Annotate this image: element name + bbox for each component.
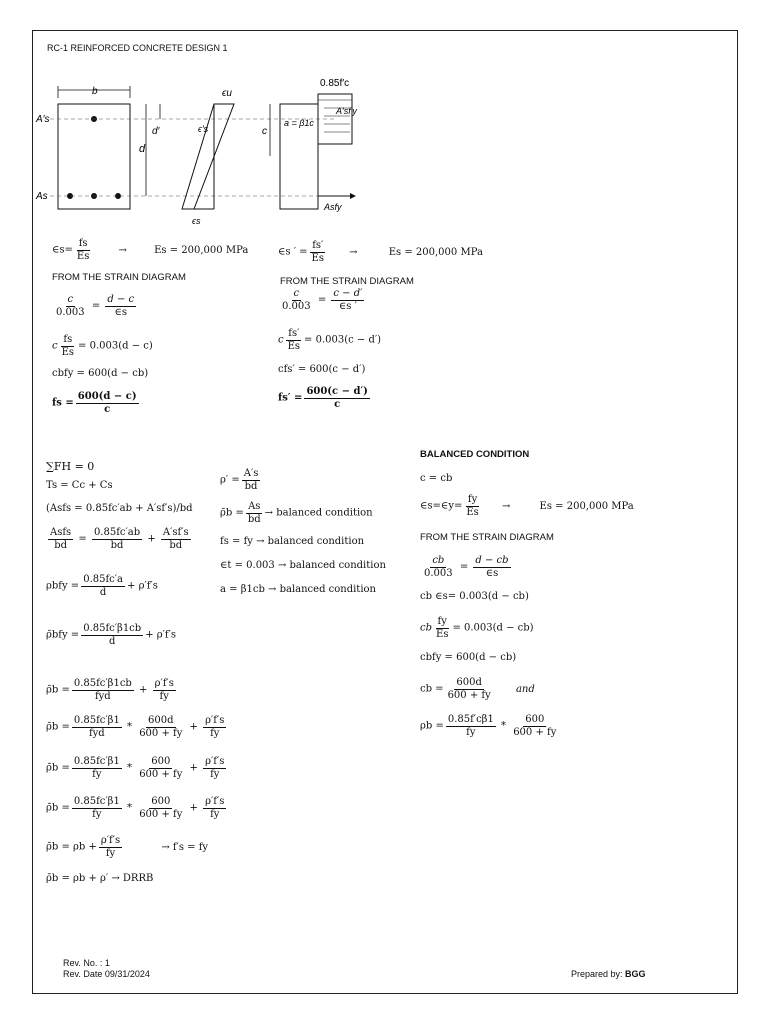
right-eq-fs: fs′ = $\frac{600(c - d')}{c}$ [278, 386, 368, 410]
label-force-top: A′sf′y [336, 106, 357, 116]
mid-eq-5: a = β1cb → balanced condition [220, 584, 376, 595]
sum-eq-8: ρ̄b = $\frac{0.85fc'\beta 1}{\text{fyd}}$ * $\frac{600d}{600 + fy}$ + $\frac{\rho'f's}{fy}$ [46, 715, 225, 739]
sum-eq-11: ρ̄b = ρb + $\frac{\rho'f's}{fy}$ → f′s = fy [46, 835, 209, 859]
left-eq-strain: ∈s= $\frac{fs}{Es}$ → Es = 200,000 MPa [52, 238, 249, 262]
page-title: RC-1 REINFORCED CONCRETE DESIGN 1 [47, 43, 228, 53]
label-d: d [139, 143, 146, 155]
mid-eq-1: ρ′ = $\frac{A's}{bd}$ [220, 468, 259, 492]
balanced-eq-6: cbfy = 600(d − cb) [420, 652, 517, 663]
label-a-beta: a = β1c [284, 118, 314, 128]
rev-date: Rev. Date 09/31/2024 [63, 969, 150, 979]
mid-eq-2: ρ̄b = $\frac{As}{bd}$ → balanced condition [220, 501, 373, 525]
sum-eq-1: ∑FH = 0 [46, 460, 95, 473]
sum-eq-3: (Asfs = 0.85fc′ab + A′sf′s)/bd [46, 503, 193, 514]
label-c: c [262, 126, 267, 137]
sum-eq-2: Ts = Cc + Cs [46, 480, 113, 491]
balanced-eq-1: c = cb [420, 473, 453, 484]
right-eq-3: c $\frac{fs'}{Es}$ = 0.003(c − d′) [278, 328, 382, 352]
rev-no: Rev. No. : 1 [63, 958, 110, 968]
sum-eq-4: $\frac{\text{Asfs}}{bd}$ = $\frac{0.85fc'ab}{bd}$ + $\frac{A'sf's}{bd}$ [50, 527, 189, 551]
left-eq-4: cbfy = 600(d − cb) [52, 368, 149, 379]
label-b: b [92, 86, 98, 97]
left-strain-label: FROM THE STRAIN DIAGRAM [52, 272, 186, 283]
label-As-top: A′s [36, 114, 50, 125]
label-eps-u: ϵu [222, 88, 232, 99]
mid-eq-3: fs = fy → balanced condition [220, 536, 365, 547]
sum-eq-5: ρbfy = $\frac{0.85fc'a}{d}$ + ρ′f′s [46, 574, 158, 598]
label-eps-s-prime: ϵ′s [198, 124, 209, 134]
balanced-eq-7: cb = $\frac{600d}{600 + fy}$ and [420, 677, 535, 701]
sum-eq-6: ρ̄bfy = $\frac{0.85fc'\beta 1cb}{d}$ + ρ′f′s [46, 623, 176, 647]
sum-eq-10: ρ̄b = $\frac{0.85fc'\beta 1}{fy}$ * $\frac{600}{600 + fy}$ + $\frac{\rho'f's}{fy}$ [46, 796, 225, 820]
label-stress: 0.85f′c [320, 78, 350, 89]
balanced-eq-5: cb $\frac{fy}{Es}$ = 0.003(d − cb) [420, 616, 534, 640]
balanced-eq-8: ρb = $\frac{0.85f'c\beta 1}{fy}$ * $\frac{600}{600 + fy}$ [420, 714, 557, 738]
prepared-label: Prepared by: [571, 969, 623, 979]
sum-eq-9: ρ̄b = $\frac{0.85fc'\beta 1}{fy}$ * $\frac{600}{600 + fy}$ + $\frac{\rho'f's}{fy}$ [46, 756, 225, 780]
label-force-bot: Asfy [324, 202, 342, 212]
balanced-eq-4: cb ∈s= 0.003(d − cb) [420, 591, 529, 602]
strain-profile [182, 104, 234, 209]
beam-strain-stress-diagram [34, 70, 374, 230]
balanced-strain-label: FROM THE STRAIN DIAGRAM [420, 532, 554, 543]
sum-eq-12: ρ̄b = ρb + ρ′ → DRRB [46, 873, 154, 884]
balanced-eq-3: $\frac{cb}{0.003}$ = $\frac{d - cb}{\in s}$ [424, 555, 509, 579]
sum-eq-7: ρ̄b = $\frac{0.85fc'\beta 1cb}{\text{fyd}}$ + $\frac{\rho'f's}{fy}$ [46, 678, 174, 702]
mid-eq-4: ∈t = 0.003 → balanced condition [220, 560, 386, 571]
balanced-heading: BALANCED CONDITION [420, 449, 530, 460]
balanced-eq-2: ∈s=∈y= $\frac{fy}{Es}$ → Es = 200,000 MPa [420, 494, 634, 518]
right-eq-4: cfs′ = 600(c − d′) [278, 364, 366, 375]
prepared-name: BGG [625, 969, 646, 979]
left-eq-fs: fs = $\frac{600(d - c)}{c}$ [52, 391, 137, 415]
label-As-bot: As [36, 191, 48, 202]
right-eq-ratio: $\frac{c}{0.003}$ = $\frac{c - d'}{\in s '}$ [282, 288, 363, 312]
right-strain-label: FROM THE STRAIN DIAGRAM [280, 276, 414, 287]
label-d-prime: d′ [152, 126, 160, 137]
right-eq-strain: ∈s ′ = $\frac{fs'}{Es}$ → Es = 200,000 MPa [278, 240, 483, 264]
label-eps-s: ϵs [192, 216, 201, 226]
left-eq-ratio: $\frac{c}{0.003}$ = $\frac{d - c}{\in s}$ [56, 294, 135, 318]
prepared-by [571, 969, 646, 979]
left-eq-3: c $\frac{fs}{Es}$ = 0.003(d − c) [52, 334, 153, 358]
